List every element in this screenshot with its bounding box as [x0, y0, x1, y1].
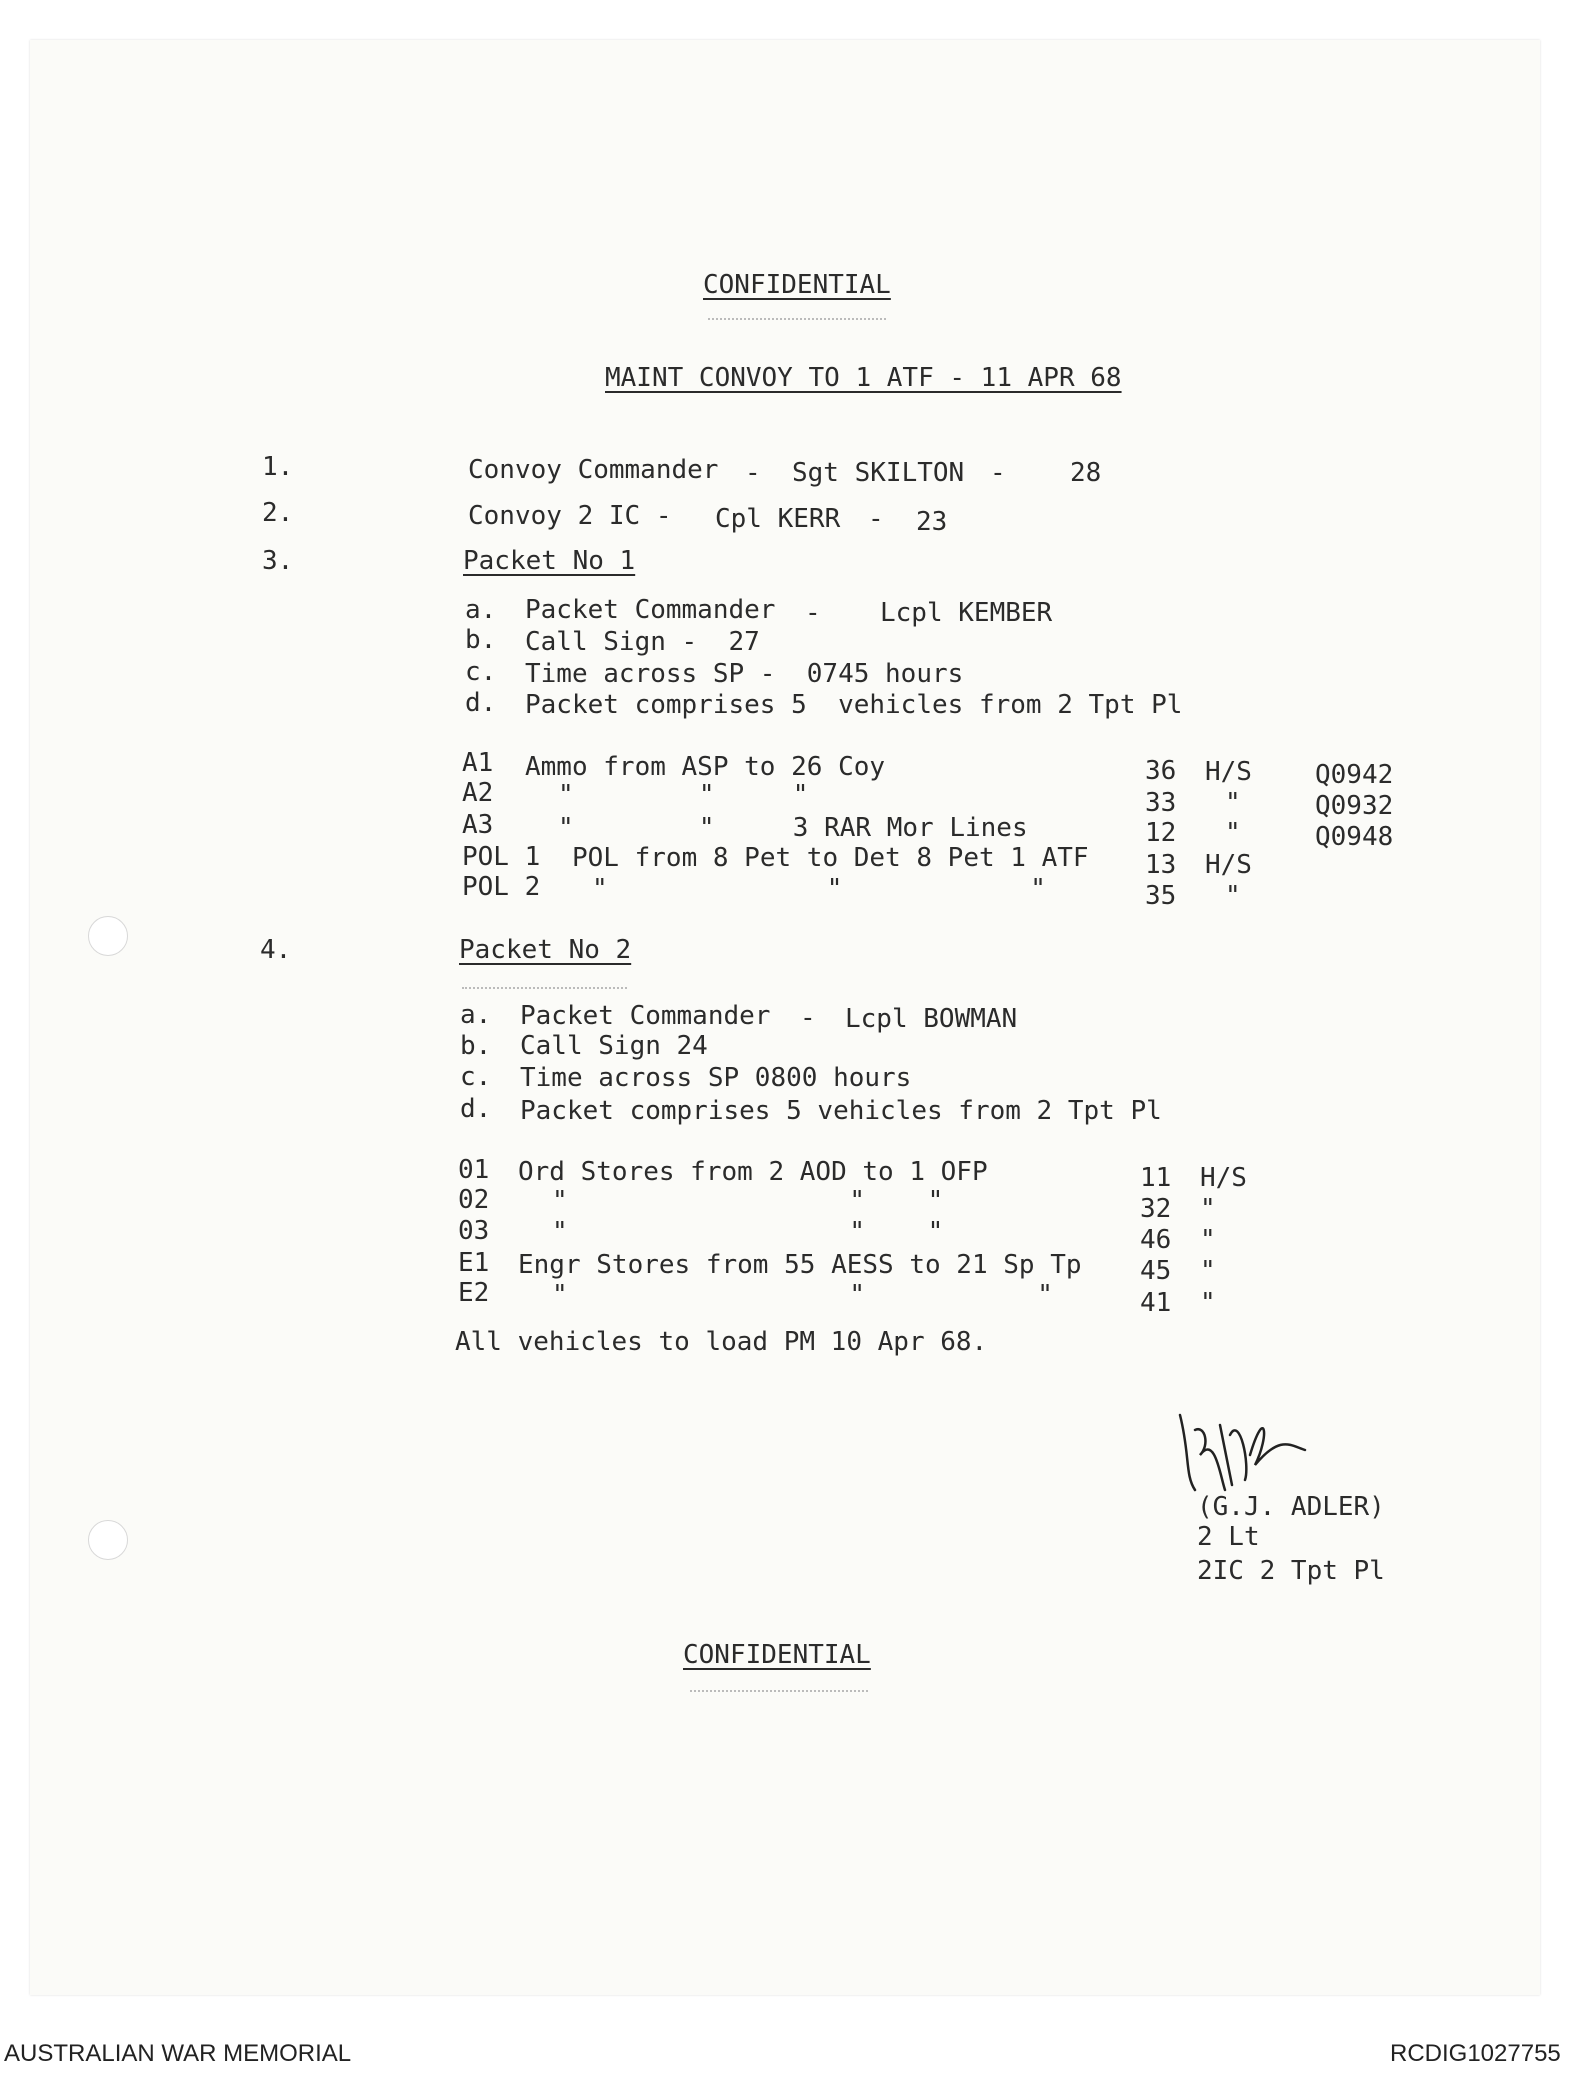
- row-status: ": [1200, 1194, 1216, 1224]
- row-id: A3: [462, 810, 494, 840]
- row-desc: Engr Stores from 55 AESS to 21 Sp Tp: [518, 1250, 1082, 1280]
- row-vehicle: 41: [1140, 1288, 1172, 1318]
- signature-scribble: [1170, 1395, 1310, 1505]
- row-desc: " " ": [558, 780, 809, 810]
- sub-text: Time across SP - 0745 hours: [525, 659, 964, 689]
- packet-heading: Packet No 1: [463, 546, 636, 576]
- row-vehicle: 33: [1145, 788, 1177, 818]
- row-id: A1: [462, 748, 494, 778]
- row-desc: " " ": [552, 1217, 944, 1247]
- sub-value: Lcpl BOWMAN: [845, 1004, 1018, 1034]
- item-dash: -: [990, 458, 1006, 488]
- sub-dash: -: [805, 598, 821, 628]
- row-gridref: Q0932: [1315, 791, 1394, 821]
- row-vehicle: 46: [1140, 1225, 1172, 1255]
- classification-top: CONFIDENTIAL: [703, 270, 891, 300]
- row-status: H/S: [1205, 757, 1252, 787]
- packet-heading: Packet No 2: [459, 935, 632, 965]
- punch-hole: [88, 1520, 128, 1560]
- sub-text: Packet comprises 5 vehicles from 2 Tpt Pl: [525, 690, 1183, 720]
- sub-letter: a.: [465, 595, 497, 625]
- item-callsign: 28: [1070, 458, 1102, 488]
- item-name: Cpl KERR: [715, 504, 841, 534]
- row-vehicle: 12: [1145, 818, 1177, 848]
- row-desc: POL from 8 Pet to Det 8 Pet 1 ATF: [572, 843, 1089, 873]
- row-id: A2: [462, 778, 494, 808]
- sub-text: Packet comprises 5 vehicles from 2 Tpt Pl: [520, 1096, 1162, 1126]
- row-vehicle: 45: [1140, 1256, 1172, 1286]
- row-status: H/S: [1205, 850, 1252, 880]
- row-status: ": [1225, 881, 1241, 911]
- row-status: H/S: [1200, 1163, 1247, 1193]
- sub-letter: a.: [460, 1000, 492, 1030]
- item-dash: -: [868, 504, 884, 534]
- row-id: E2: [458, 1278, 490, 1308]
- signatory-rank: 2 Lt: [1197, 1522, 1260, 1552]
- row-id: 02: [458, 1185, 490, 1215]
- sub-letter: c.: [465, 657, 497, 687]
- row-vehicle: 35: [1145, 881, 1177, 911]
- row-desc: Ord Stores from 2 AOD to 1 OFP: [518, 1157, 988, 1187]
- row-id: POL 2: [462, 872, 541, 902]
- sub-letter: d.: [460, 1094, 492, 1124]
- row-id: 01: [458, 1155, 490, 1185]
- row-id: E1: [458, 1248, 490, 1278]
- item-number: 2.: [262, 498, 294, 528]
- item-label: Convoy 2 IC -: [468, 501, 672, 531]
- loading-note: All vehicles to load PM 10 Apr 68.: [455, 1327, 988, 1357]
- row-gridref: Q0948: [1315, 822, 1394, 852]
- row-vehicle: 32: [1140, 1194, 1172, 1224]
- row-status: ": [1200, 1225, 1216, 1255]
- sub-text: Time across SP 0800 hours: [520, 1063, 912, 1093]
- row-vehicle: 11: [1140, 1163, 1172, 1193]
- row-desc: " " ": [592, 874, 1046, 904]
- row-status: ": [1200, 1288, 1216, 1318]
- classification-bottom: CONFIDENTIAL: [683, 1640, 871, 1670]
- signatory-appointment: 2IC 2 Tpt Pl: [1197, 1556, 1385, 1586]
- sub-text: Packet Commander: [525, 595, 776, 625]
- sub-letter: b.: [460, 1031, 492, 1061]
- sub-dash: -: [800, 1003, 816, 1033]
- punch-hole: [88, 916, 128, 956]
- archive-institution: AUSTRALIAN WAR MEMORIAL: [4, 2040, 352, 2067]
- item-number: 4.: [260, 935, 292, 965]
- row-status: ": [1225, 818, 1241, 848]
- document-title: MAINT CONVOY TO 1 ATF - 11 APR 68: [605, 363, 1122, 393]
- row-desc: " " ": [552, 1280, 1053, 1310]
- sub-value: Lcpl KEMBER: [880, 598, 1053, 628]
- item-number: 3.: [262, 546, 294, 576]
- row-status: ": [1200, 1256, 1216, 1286]
- item-label: Convoy Commander: [468, 455, 719, 485]
- sub-letter: c.: [460, 1062, 492, 1092]
- row-desc: " " ": [552, 1186, 944, 1216]
- item-dash: -: [745, 458, 761, 488]
- dotted-rule: [708, 318, 886, 322]
- row-vehicle: 13: [1145, 850, 1177, 880]
- row-desc: Ammo from ASP to 26 Coy: [525, 752, 886, 782]
- row-id: POL 1: [462, 842, 541, 872]
- archive-reference: RCDIG1027755: [1390, 2040, 1561, 2067]
- row-id: 03: [458, 1216, 490, 1246]
- row-vehicle: 36: [1145, 756, 1177, 786]
- sub-text: Call Sign - 27: [525, 627, 760, 657]
- row-desc: " " 3 RAR Mor Lines: [558, 813, 1028, 843]
- sub-text: Packet Commander: [520, 1001, 771, 1031]
- document-sheet: [30, 40, 1540, 1995]
- item-callsign: 23: [916, 507, 948, 537]
- dotted-rule: [690, 1690, 868, 1694]
- sub-text: Call Sign 24: [520, 1031, 708, 1061]
- sub-letter: d.: [465, 688, 497, 718]
- item-name: Sgt SKILTON: [792, 458, 965, 488]
- row-gridref: Q0942: [1315, 760, 1394, 790]
- item-number: 1.: [262, 452, 294, 482]
- sub-letter: b.: [465, 625, 497, 655]
- signatory-name: (G.J. ADLER): [1197, 1492, 1385, 1522]
- dotted-rule: [462, 987, 627, 991]
- row-status: ": [1225, 788, 1241, 818]
